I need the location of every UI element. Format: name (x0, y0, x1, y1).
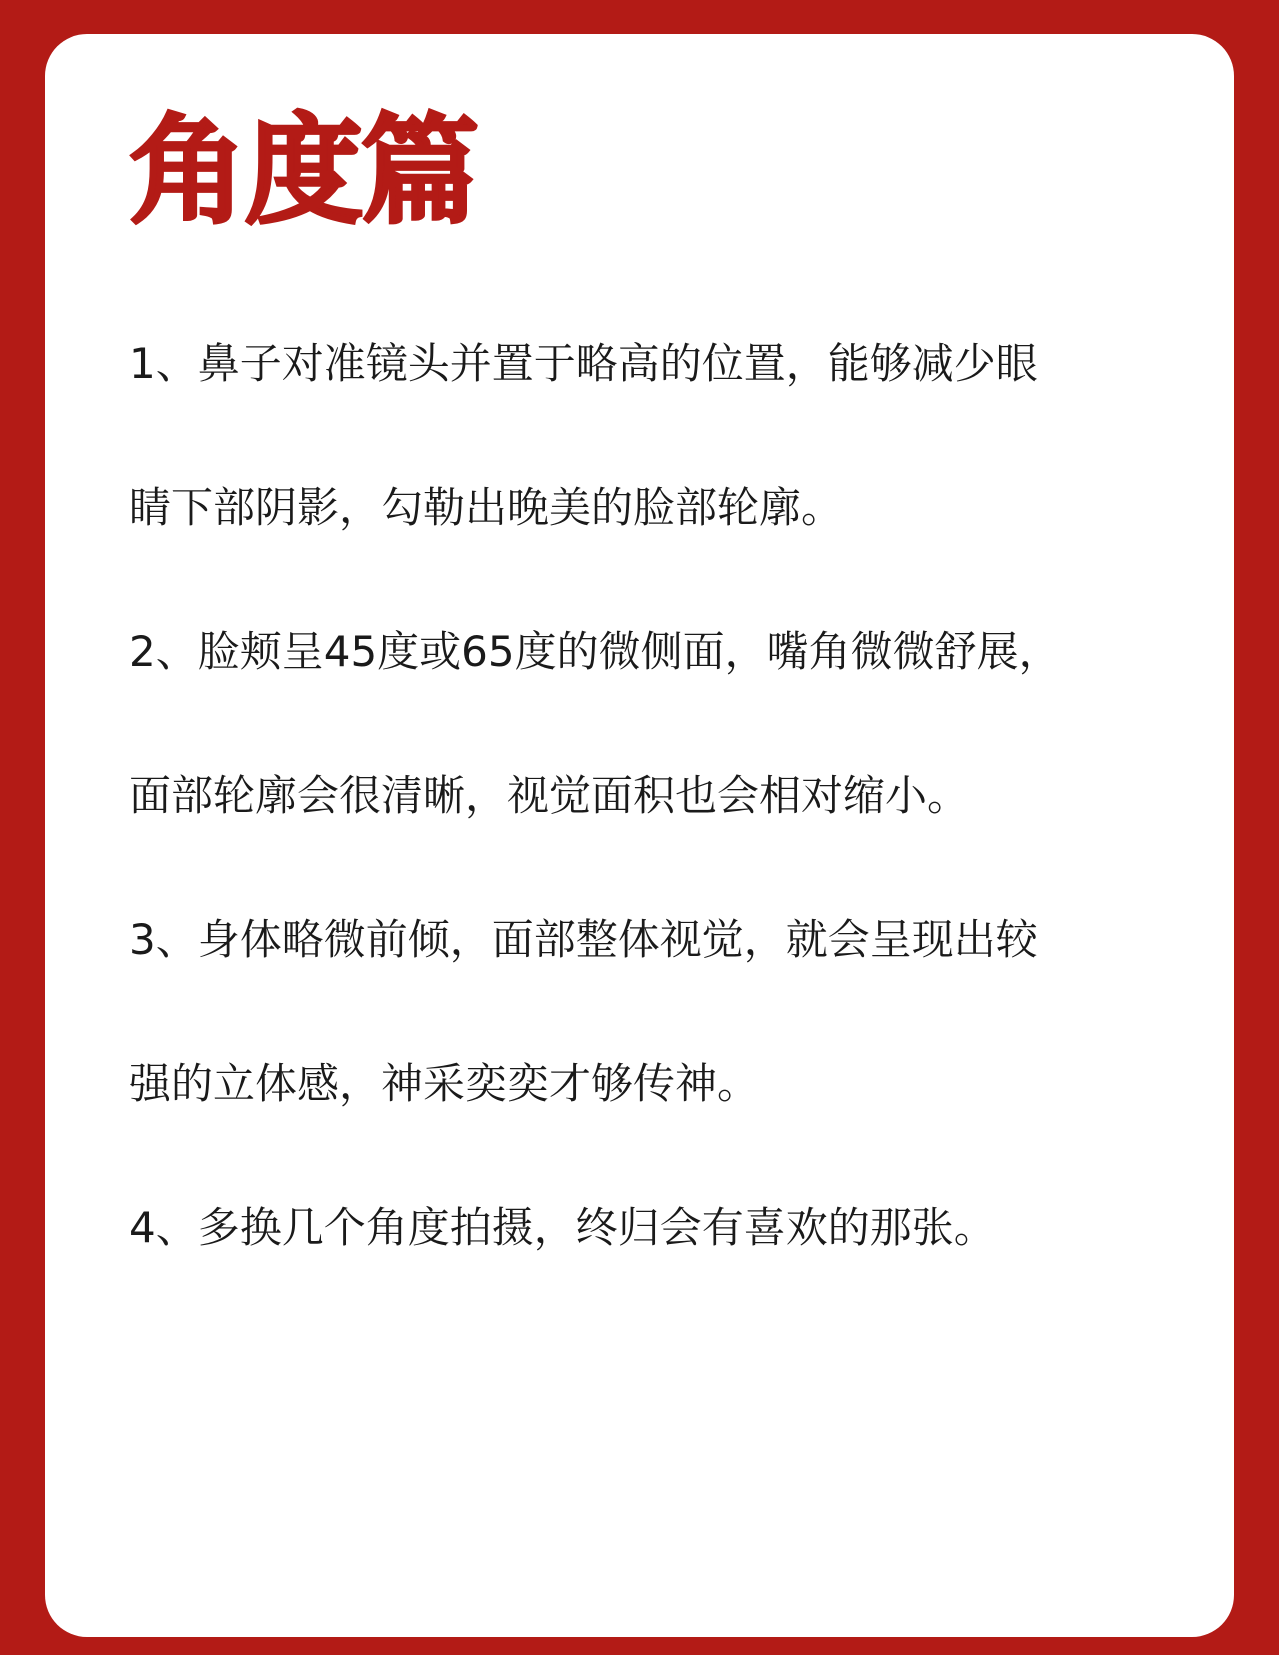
tip-1-line-1: 1、鼻子对准镜头并置于略高的位置，能够减少眼 (129, 339, 1038, 388)
content-card (45, 34, 1234, 1637)
tip-2-line-2: 面部轮廓会很清晰，视觉面积也会相对缩小。 (129, 771, 970, 820)
tip-item-2 (129, 580, 1189, 868)
tip-2-line-1: 2、脸颊呈45度或65度的微侧面，嘴角微微舒展， (129, 627, 1061, 676)
tip-item-4 (129, 1156, 1189, 1300)
tip-4-line-1: 4、多换几个角度拍摄，终归会有喜欢的那张。 (129, 1203, 996, 1252)
tip-3-line-1: 3、身体略微前倾，面部整体视觉，就会呈现出较 (129, 915, 1038, 964)
tips-list (129, 292, 1189, 1300)
tip-1-line-2: 睛下部阴影，勾勒出晚美的脸部轮廓。 (129, 483, 844, 532)
tip-item-3 (129, 868, 1189, 1156)
page-title: 角度篇 (129, 102, 478, 240)
tip-3-line-2: 强的立体感，神采奕奕才够传神。 (129, 1059, 760, 1108)
tip-item-1 (129, 292, 1189, 580)
